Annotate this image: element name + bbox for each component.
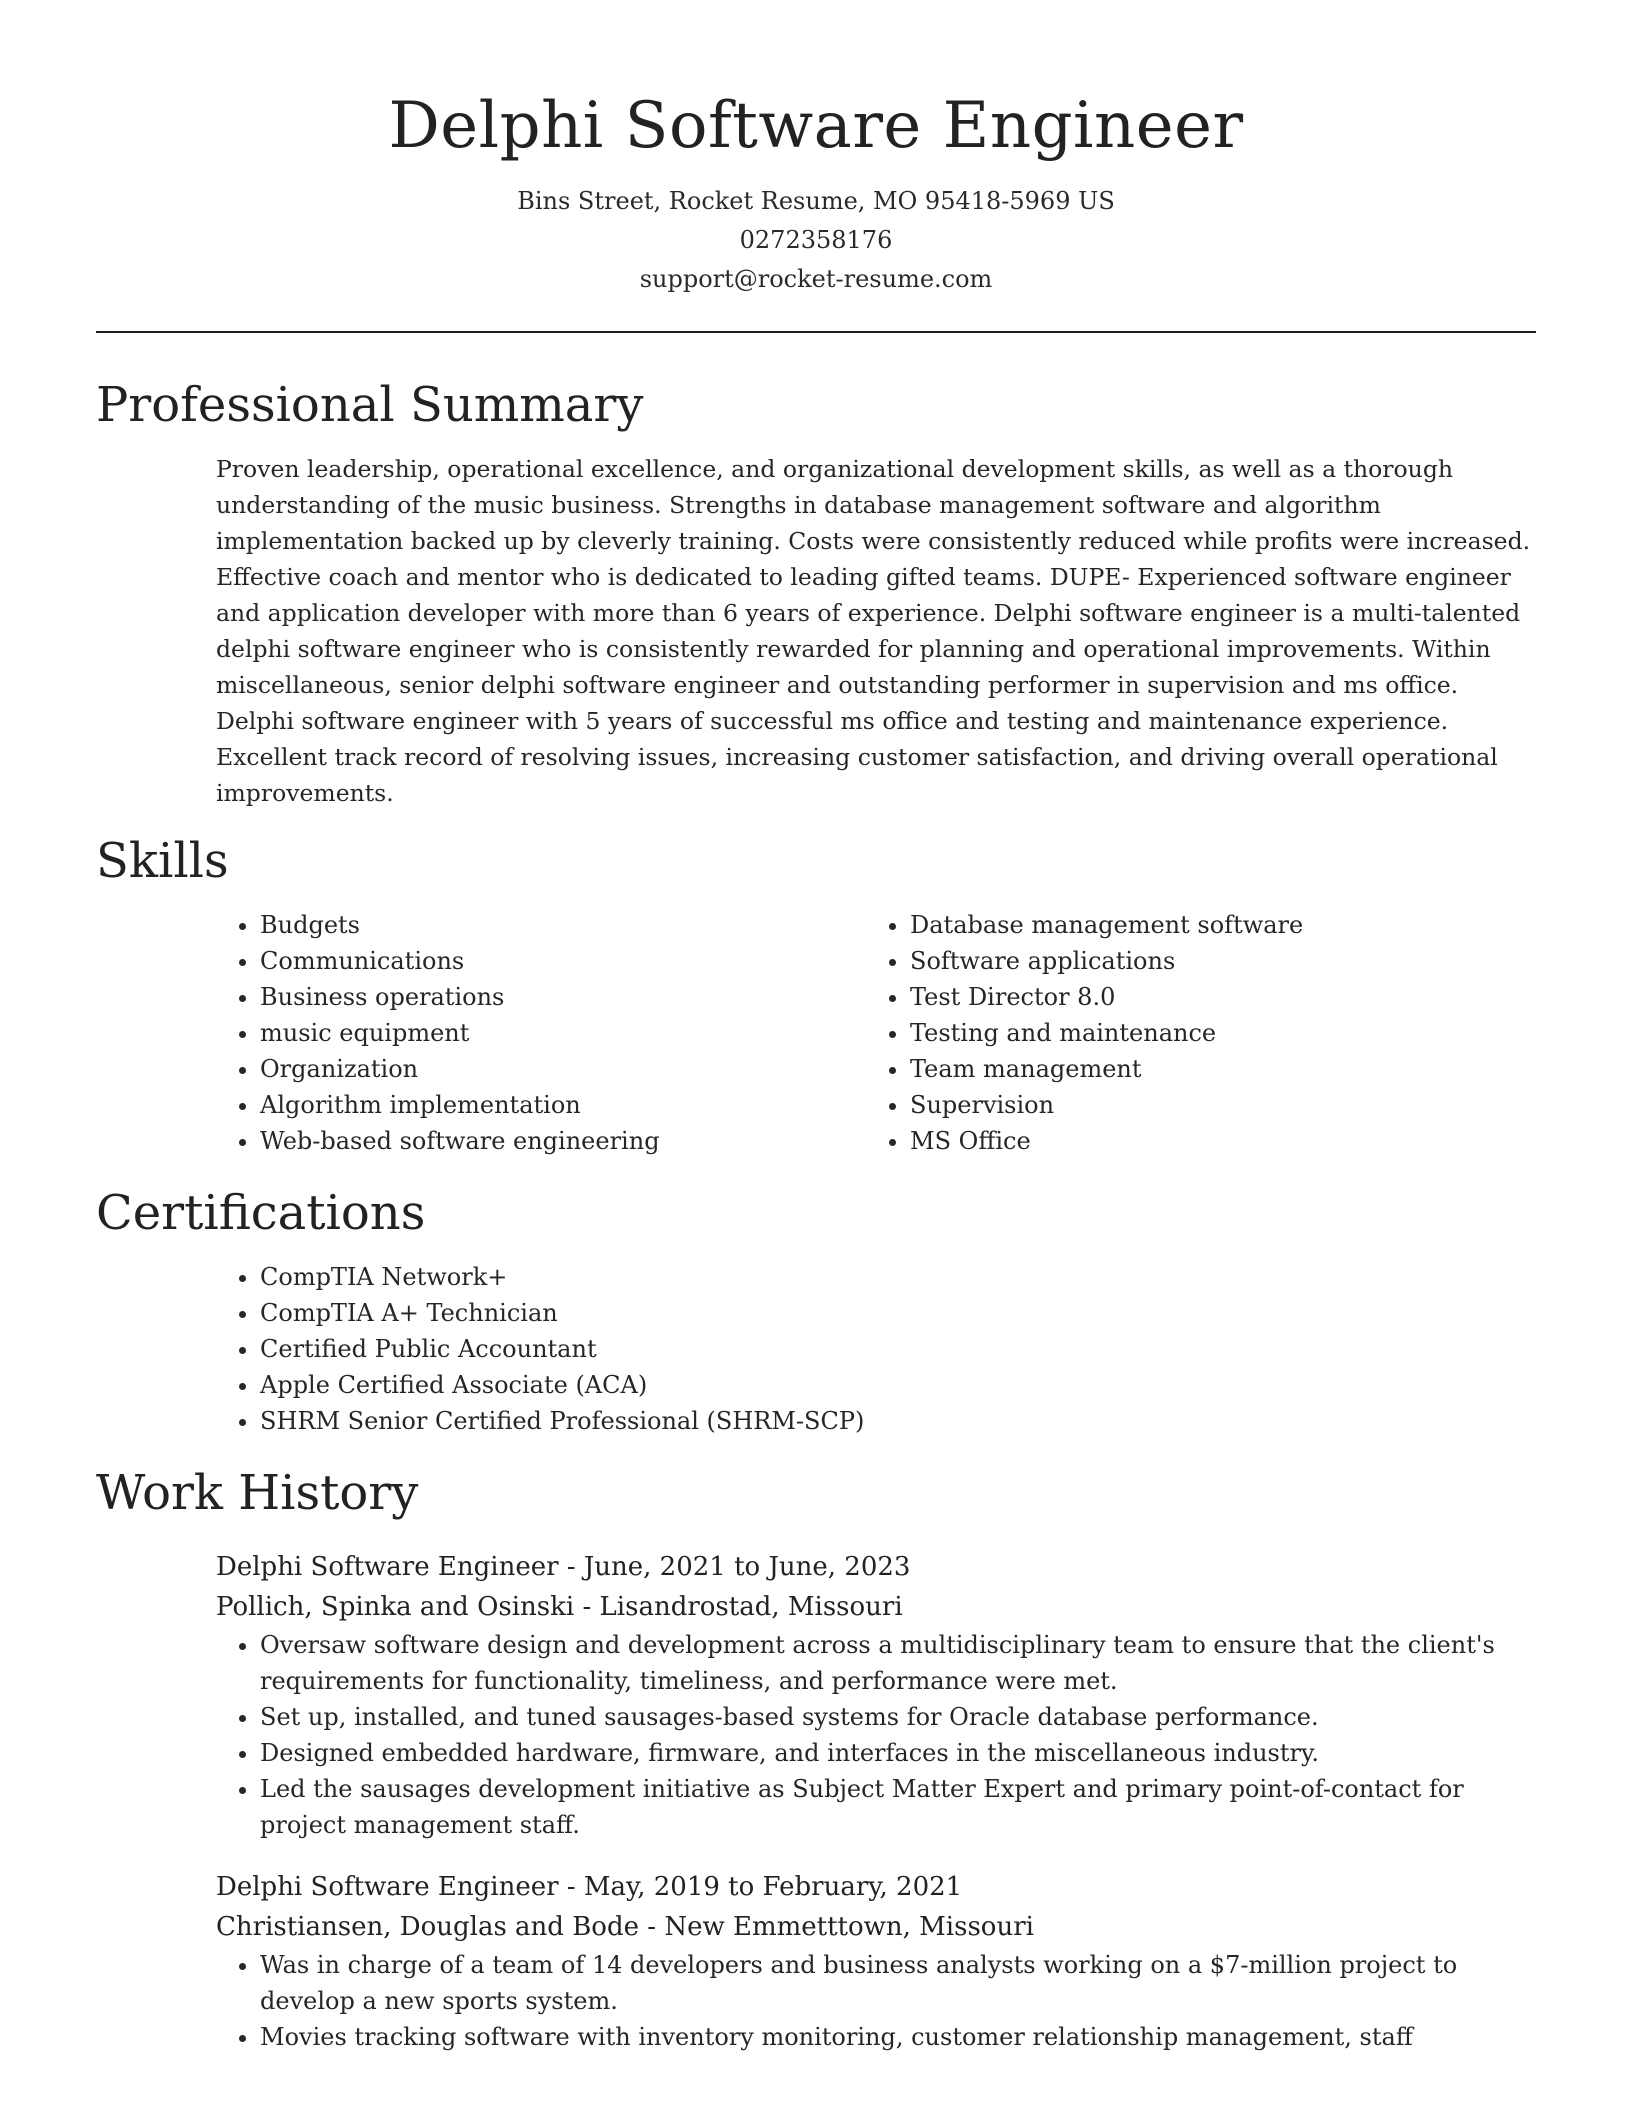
certification-item: • CompTIA A+ Technician <box>260 1295 1538 1331</box>
skill-item: • Communications <box>260 943 866 979</box>
skill-item: • MS Office <box>910 1123 1516 1159</box>
work-history-heading: Work History <box>96 1465 419 1521</box>
resume-page <box>96 0 1536 2055</box>
contact-address: Bins Street, Rocket Resume, MO 95418-5969 US <box>517 187 1115 215</box>
skill-item: • Organization <box>260 1051 866 1087</box>
skills-grid <box>216 907 1538 1159</box>
contact-email: support@rocket-resume.com <box>639 265 993 293</box>
skill-item: • Budgets <box>260 907 866 943</box>
job-company-line <box>216 1587 1538 1627</box>
job-dates: - May, 2019 to February, 2021 <box>558 1872 963 1902</box>
skills-column-left <box>216 907 866 1159</box>
job-title-line <box>216 1867 1538 1907</box>
job-title-line <box>216 1547 1538 1587</box>
job-location: - Lisandrostad, Missouri <box>574 1592 903 1622</box>
job-bullet: • Was in charge of a team of 14 developers and business analysts working on a $7-million project to develop a new sports system. <box>260 1947 1538 2019</box>
skill-item: • music equipment <box>260 1015 866 1051</box>
job-bullets <box>216 1627 1538 1843</box>
certifications-list <box>216 1259 1538 1439</box>
certification-item: • SHRM Senior Certified Professional (SHRM-SCP) <box>260 1403 1538 1439</box>
skills-column-right <box>866 907 1516 1159</box>
job-bullet: • Set up, installed, and tuned sausages-based systems for Oracle database performance. <box>260 1699 1538 1735</box>
resume-header <box>96 0 1536 299</box>
skill-item: • Supervision <box>910 1087 1516 1123</box>
resume-name: Delphi Software Engineer <box>388 89 1244 163</box>
job-dates: - June, 2021 to June, 2023 <box>558 1552 911 1582</box>
job-company-line <box>216 1907 1538 1947</box>
skill-item: • Team management <box>910 1051 1516 1087</box>
job-role: Delphi Software Engineer <box>216 1872 559 1902</box>
skills-heading: Skills <box>96 833 229 889</box>
job-role: Delphi Software Engineer <box>216 1552 559 1582</box>
certification-item: • Certified Public Accountant <box>260 1331 1538 1367</box>
job-bullets <box>216 1947 1538 2055</box>
job-bullet: • Led the sausages development initiative as Subject Matter Expert and primary point-of-contact for project management staff. <box>260 1771 1538 1843</box>
job-company: Pollich, Spinka and Osinski <box>216 1592 575 1622</box>
certifications-heading: Certifications <box>96 1185 426 1241</box>
summary-heading: Professional Summary <box>96 377 644 433</box>
job-entry <box>216 1547 1538 1843</box>
certification-item: • Apple Certified Associate (ACA) <box>260 1367 1538 1403</box>
skill-item: • Testing and maintenance <box>910 1015 1516 1051</box>
job-company: Christiansen, Douglas and Bode <box>216 1912 639 1942</box>
summary-text: Proven leadership, operational excellence, and organizational development skills, as well as a thorough understanding of the music business. Strengths in database management software and algorithm implementation backed up by cleverly training. Costs were consistently reduced while profits were increased. Effective coach and mentor who is dedicated to leading gifted teams. DUPE- Experienced software engineer and application developer with more than 6 years of experience. Delphi software engineer is a multi-talented delphi software engineer who is consistently rewarded for planning and operational improvements. Within miscellaneous, senior delphi software engineer and outstanding performer in supervision and ms office. Delphi software engineer with 5 years of successful ms office and testing and maintenance experience. Excellent track record of resolving issues, increasing customer satisfaction, and driving overall operational improvements. <box>216 455 1531 807</box>
job-entry <box>216 1867 1538 2055</box>
skill-item: • Business operations <box>260 979 866 1015</box>
contact-phone: 0272358176 <box>739 226 893 254</box>
skill-item: • Test Director 8.0 <box>910 979 1516 1015</box>
job-bullet: • Designed embedded hardware, firmware, and interfaces in the miscellaneous industry. <box>260 1735 1538 1771</box>
skill-item: • Database management software <box>910 907 1516 943</box>
job-bullet: • Oversaw software design and development across a multidisciplinary team to ensure that the client's requirements for functionality, timeliness, and performance were met. <box>260 1627 1538 1699</box>
job-bullet: • Movies tracking software with inventory monitoring, customer relationship management, staff <box>260 2019 1538 2055</box>
certification-item: • CompTIA Network+ <box>260 1259 1538 1295</box>
skill-item: • Software applications <box>910 943 1516 979</box>
header-divider <box>96 331 1536 333</box>
skill-item: • Algorithm implementation <box>260 1087 866 1123</box>
skill-item: • Web-based software engineering <box>260 1123 866 1159</box>
contact-block <box>96 182 1536 299</box>
job-location: - New Emmetttown, Missouri <box>639 1912 1034 1942</box>
